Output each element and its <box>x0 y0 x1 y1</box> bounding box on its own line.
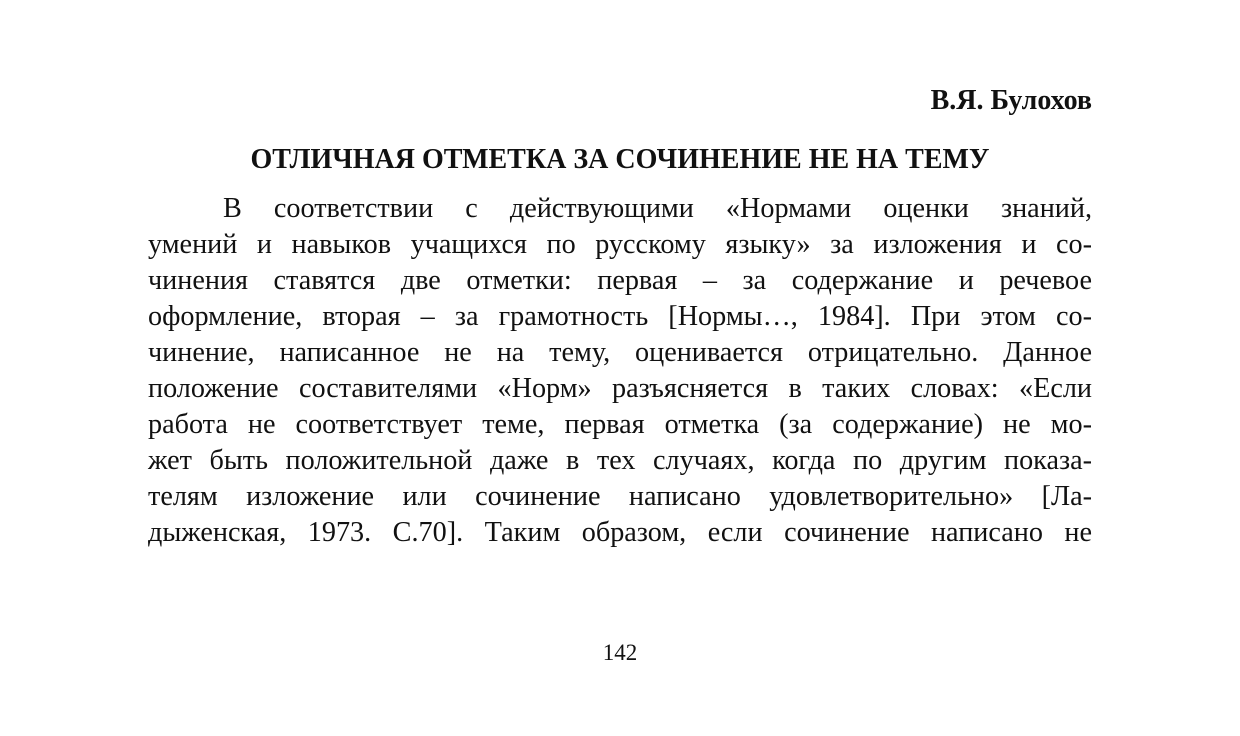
text-line: жет быть положительной даже в тех случаях, когда по другим показа- <box>148 445 1092 476</box>
text-line: положение составителями «Норм» разъясняется в таких словах: «Если <box>148 373 1092 404</box>
text-line: В соответствии с действующими «Нормами оценки знаний, <box>223 193 1092 224</box>
body-paragraph <box>148 191 1092 551</box>
text-line: чинение, написанное не на тему, оценивается отрицательно. Данное <box>148 337 1092 368</box>
text-line: умений и навыков учащихся по русскому языку» за изложения и со- <box>148 229 1092 260</box>
text-line: дыженская, 1973. С.70]. Таким образом, если сочинение написано не <box>148 517 1092 548</box>
text-line: оформление, вторая – за грамотность [Нормы…, 1984]. При этом со- <box>148 301 1092 332</box>
text-line: телям изложение или сочинение написано удовлетворительно» [Ла- <box>148 481 1092 512</box>
text-line: работа не соответствует теме, первая отметка (за содержание) не мо- <box>148 409 1092 440</box>
page-number: 142 <box>602 640 638 665</box>
text-line: чинения ставятся две отметки: первая – за содержание и речевое <box>148 265 1092 296</box>
author-name: В.Я. Булохов <box>930 85 1092 116</box>
article-title: ОТЛИЧНАЯ ОТМЕТКА ЗА СОЧИНЕНИЕ НЕ НА ТЕМУ <box>250 144 990 175</box>
